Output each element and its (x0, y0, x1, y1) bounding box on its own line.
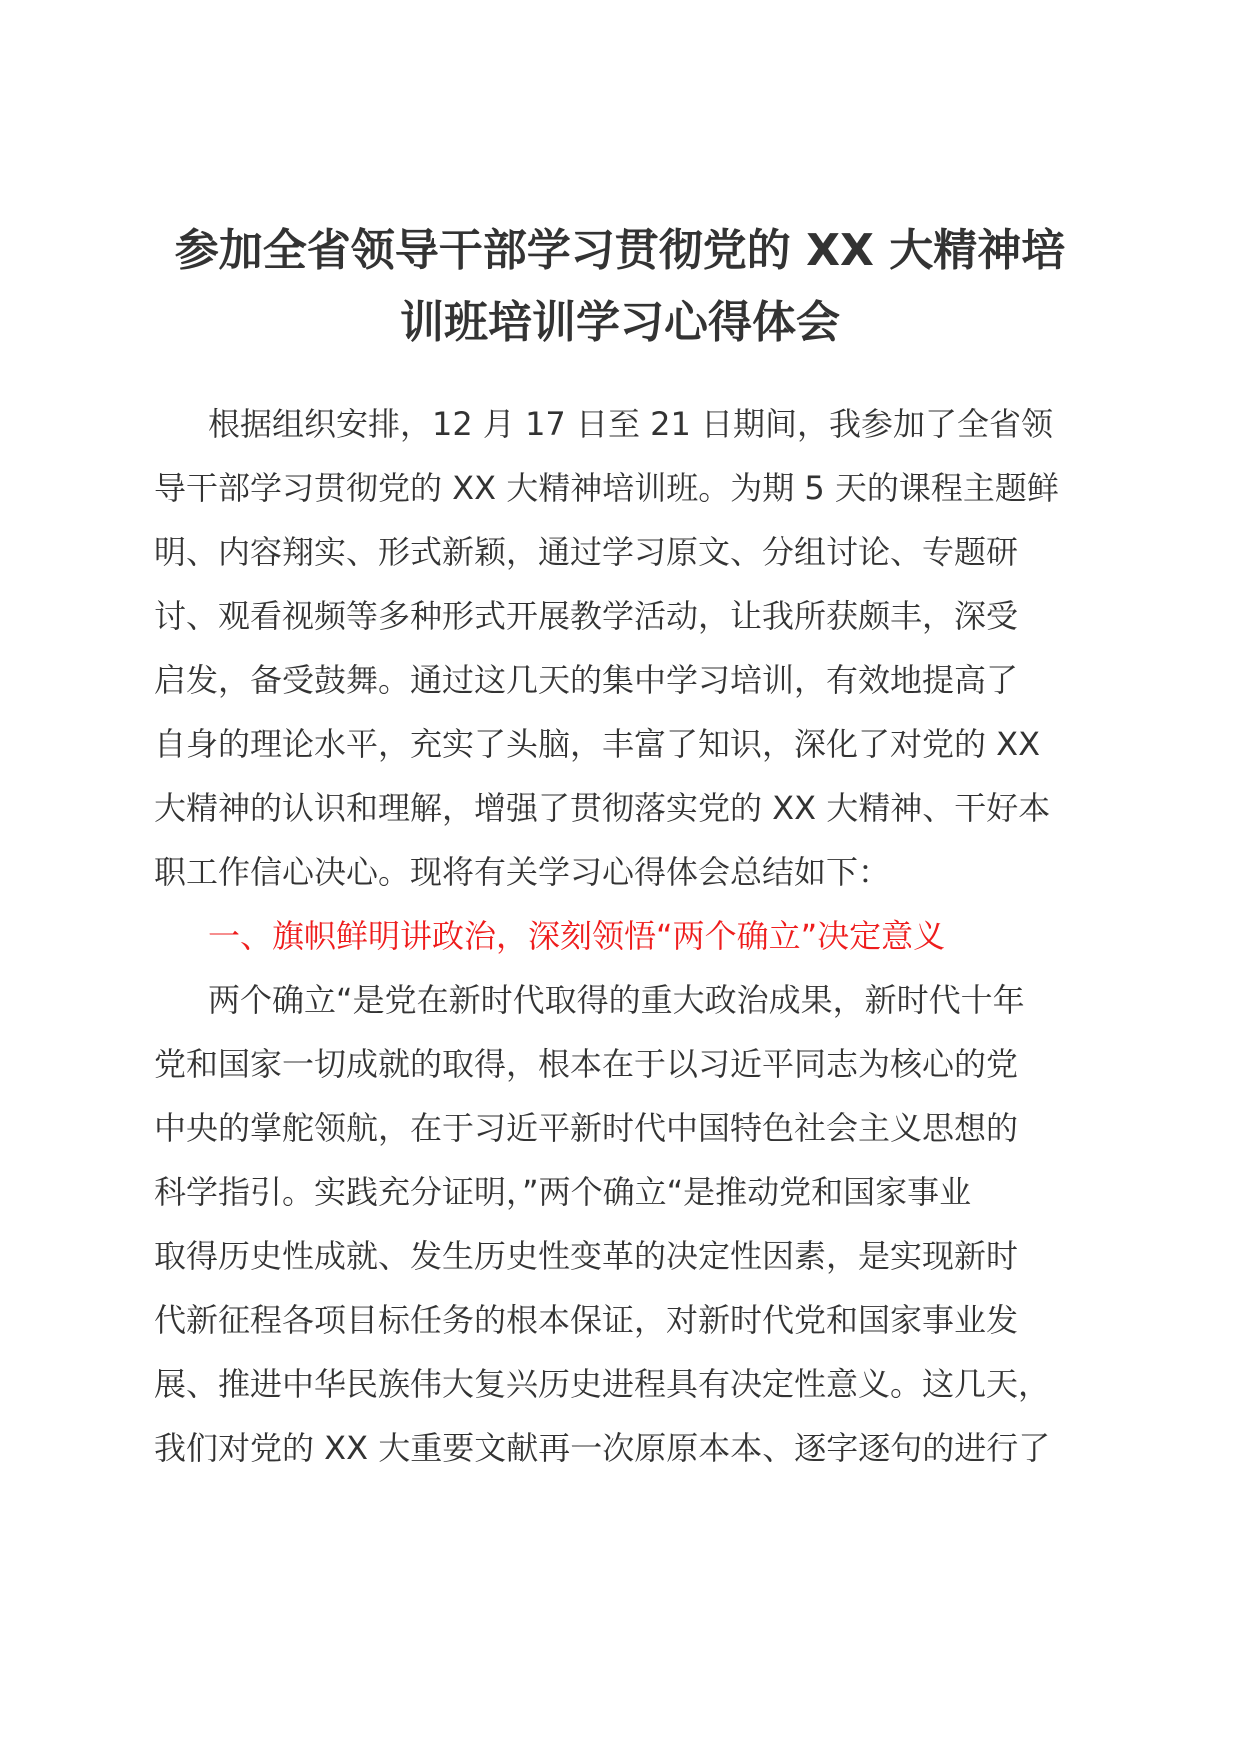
text-line: 党和国家一切成就的取得，根本在于以习近平同志为核心的党 (154, 1045, 1019, 1083)
text-line: 启发，备受鼓舞。通过这几天的集中学习培训，有效地提高了 (154, 661, 1019, 699)
text-line: 职工作信心决心。现将有关学习心得体会总结如下： (154, 853, 891, 891)
section-heading-1: 一、旗帜鲜明讲政治，深刻领悟“两个确立”决定意义 (208, 917, 946, 955)
title-line-1: 参加全省领导干部学习贯彻党的 XX 大精神培 (174, 225, 1066, 276)
document-title (150, 215, 1090, 359)
paragraph-intro (154, 392, 1094, 904)
text-line: 根据组织安排，12 月 17 日至 21 日期间，我参加了全省领 (208, 405, 1054, 443)
text-line: 自身的理论水平，充实了头脑，丰富了知识，深化了对党的 XX (154, 725, 1041, 763)
text-line: 中央的掌舵领航，在于习近平新时代中国特色社会主义思想的 (154, 1109, 1019, 1147)
text-line: 展、推进中华民族伟大复兴历史进程具有决定性意义。这几天， (154, 1365, 1051, 1403)
text-line: 两个确立“是党在新时代取得的重大政治成果，新时代十年 (208, 981, 1025, 1019)
text-line: 科学指引。实践充分证明，”两个确立“是推动党和国家事业 (154, 1173, 972, 1211)
text-line: 大精神的认识和理解，增强了贯彻落实党的 XX 大精神、干好本 (154, 789, 1051, 827)
text-line: 代新征程各项目标任务的根本保证，对新时代党和国家事业发 (154, 1301, 1019, 1339)
paragraph-two-establishments (154, 968, 1094, 1480)
title-line-2: 训班培训学习心得体会 (400, 297, 840, 348)
text-line: 取得历史性成就、发生历史性变革的决定性因素，是实现新时 (154, 1237, 1019, 1275)
text-line: 导干部学习贯彻党的 XX 大精神培训班。为期 5 天的课程主题鲜 (154, 469, 1059, 507)
text-line: 明、内容翔实、形式新颖，通过学习原文、分组讨论、专题研 (154, 533, 1019, 571)
text-line: 我们对党的 XX 大重要文献再一次原原本本、逐字逐句的进行了 (154, 1429, 1051, 1467)
text-line: 讨、观看视频等多种形式开展教学活动，让我所获颇丰，深受 (154, 597, 1019, 635)
